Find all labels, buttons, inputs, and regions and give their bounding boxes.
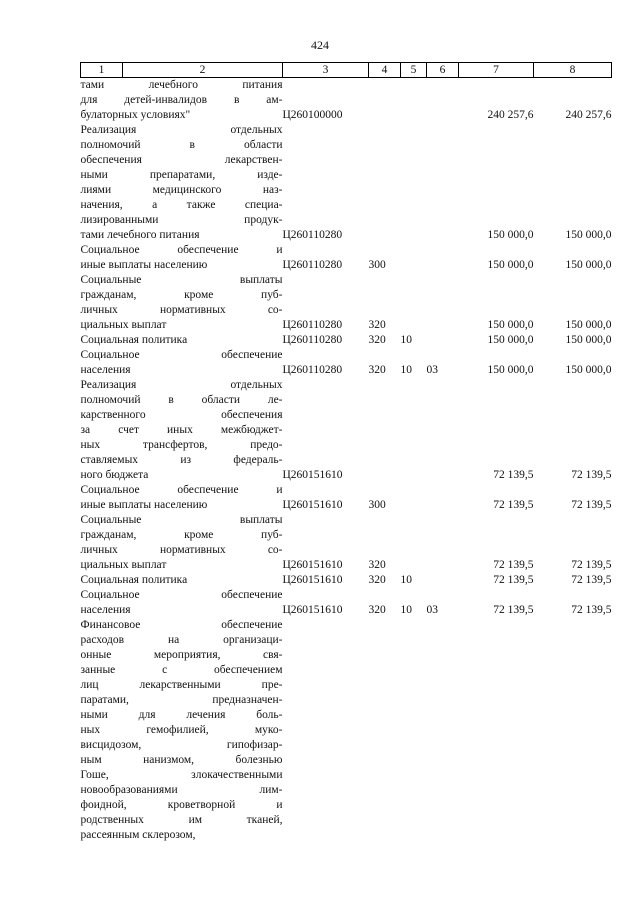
row-col-6 bbox=[427, 513, 459, 573]
row-amount-7: 72 139,5 bbox=[493, 574, 534, 586]
row-name-line: Социальные выплаты bbox=[80, 514, 283, 526]
table-row bbox=[81, 348, 612, 378]
row-name-line: ных гемофилией, муко- bbox=[80, 724, 283, 736]
row-col-4: 320 bbox=[368, 364, 386, 376]
row-col-4: 300 bbox=[368, 499, 386, 511]
row-name-line: лиц лекарственными пре- bbox=[80, 679, 283, 691]
row-name-line: Реализация отдельных bbox=[80, 379, 283, 391]
row-name-line: гражданам, кроме пуб- bbox=[80, 529, 283, 541]
row-col-6 bbox=[427, 573, 459, 588]
row-name-line: Реализация отдельных bbox=[80, 124, 283, 136]
row-name-line: занные с обеспечением bbox=[80, 664, 283, 676]
row-col-5 bbox=[401, 243, 427, 273]
row-col-5: 10 bbox=[400, 604, 412, 616]
row-name-line: гражданам, кроме пуб- bbox=[80, 289, 283, 301]
row-col-5 bbox=[401, 483, 427, 513]
row-name-line: лиями медицинского наз- bbox=[80, 184, 283, 196]
row-name-line: циальных выплат bbox=[80, 559, 167, 571]
row-col-5: 10 bbox=[400, 364, 412, 376]
row-col-4: 300 bbox=[368, 259, 386, 271]
row-name-line: паратами, предназначен- bbox=[80, 694, 283, 706]
row-amount-8: 150 000,0 bbox=[565, 229, 612, 241]
row-code: Ц260110280 bbox=[282, 334, 343, 346]
table-row bbox=[81, 513, 612, 573]
row-code: Ц260110280 bbox=[282, 229, 343, 241]
row-amount-7: 150 000,0 bbox=[487, 319, 534, 331]
row-amount-8: 150 000,0 bbox=[565, 319, 612, 331]
table-row bbox=[81, 618, 612, 843]
row-amount-7: 150 000,0 bbox=[487, 334, 534, 346]
row-col-5: 10 bbox=[400, 334, 412, 346]
row-col-6 bbox=[427, 618, 459, 843]
column-header-1: 1 bbox=[81, 63, 123, 78]
row-amount-8: 150 000,0 bbox=[565, 259, 612, 271]
row-name-line: рассеянным склерозом, bbox=[80, 829, 196, 841]
row-name bbox=[81, 573, 283, 588]
row-code: Ц260110280 bbox=[282, 319, 343, 331]
budget-table bbox=[80, 62, 612, 843]
row-name-line: для детей-инвалидов в ам- bbox=[80, 94, 283, 106]
row-name bbox=[81, 243, 283, 273]
row-col-6 bbox=[427, 273, 459, 333]
table-row bbox=[81, 588, 612, 618]
row-col-4: 320 bbox=[368, 604, 386, 616]
row-col-6 bbox=[427, 333, 459, 348]
row-code: Ц260151610 bbox=[282, 574, 343, 586]
row-col-6 bbox=[427, 78, 459, 124]
row-name-line: ного бюджета bbox=[80, 469, 149, 481]
column-header-4: 4 bbox=[369, 63, 401, 78]
row-code: Ц260151610 bbox=[282, 499, 343, 511]
table-row bbox=[81, 123, 612, 243]
row-amount-7: 72 139,5 bbox=[493, 469, 534, 481]
row-amount-8 bbox=[534, 618, 612, 843]
row-code bbox=[283, 618, 369, 843]
column-header-3: 3 bbox=[283, 63, 369, 78]
row-col-4: 320 bbox=[368, 574, 386, 586]
row-amount-8: 72 139,5 bbox=[571, 559, 612, 571]
row-name-line: иные выплаты населению bbox=[80, 499, 208, 511]
row-amount-7: 72 139,5 bbox=[493, 559, 534, 571]
column-header-7: 7 bbox=[459, 63, 534, 78]
row-col-6: 03 bbox=[426, 604, 438, 616]
row-name bbox=[81, 78, 283, 124]
row-name-line: Финансовое обеспечение bbox=[80, 619, 283, 631]
row-code: Ц260151610 bbox=[282, 604, 343, 616]
row-amount-8: 72 139,5 bbox=[571, 604, 612, 616]
row-amount-7: 150 000,0 bbox=[487, 259, 534, 271]
row-name-line: за счет иных межбюджет- bbox=[80, 424, 283, 436]
row-col-4 bbox=[369, 618, 401, 843]
row-col-5 bbox=[401, 78, 427, 124]
row-name-line: Социальное обеспечение bbox=[80, 589, 283, 601]
row-name bbox=[81, 513, 283, 573]
row-name-line: иные выплаты населению bbox=[80, 259, 208, 271]
row-amount-7: 72 139,5 bbox=[493, 499, 534, 511]
row-name-line: Социальное обеспечение и bbox=[80, 244, 283, 256]
row-amount-7 bbox=[459, 618, 534, 843]
row-col-5: 10 bbox=[400, 574, 412, 586]
row-code: Ц260110280 bbox=[282, 364, 343, 376]
row-col-5 bbox=[401, 123, 427, 243]
row-col-6 bbox=[427, 378, 459, 483]
row-amount-8: 72 139,5 bbox=[571, 574, 612, 586]
row-name-line: лизированными продук- bbox=[80, 214, 283, 226]
row-col-6: 03 bbox=[426, 364, 438, 376]
row-amount-7: 240 257,6 bbox=[487, 109, 534, 121]
row-col-4: 320 bbox=[368, 334, 386, 346]
row-name-line: ными для лечения боль- bbox=[80, 709, 283, 721]
row-name-line: населения bbox=[80, 604, 131, 616]
table-row bbox=[81, 243, 612, 273]
row-name bbox=[81, 348, 283, 378]
row-amount-7: 72 139,5 bbox=[493, 604, 534, 616]
row-col-4 bbox=[369, 78, 401, 124]
row-name bbox=[81, 273, 283, 333]
row-col-4: 320 bbox=[368, 559, 386, 571]
row-col-6 bbox=[427, 123, 459, 243]
column-header-2: 2 bbox=[123, 63, 283, 78]
table-row bbox=[81, 573, 612, 588]
row-code: Ц260151610 bbox=[282, 469, 343, 481]
row-name-line: тами лечебного питания bbox=[80, 229, 200, 241]
row-name-line: Социальное обеспечение и bbox=[80, 484, 283, 496]
table-row bbox=[81, 78, 612, 124]
table-row bbox=[81, 333, 612, 348]
row-name-line: онные мероприятия, свя- bbox=[80, 649, 283, 661]
row-name bbox=[81, 618, 283, 843]
table-body bbox=[81, 78, 612, 844]
column-header-5: 5 bbox=[401, 63, 427, 78]
row-name-line: Социальное обеспечение bbox=[80, 349, 283, 361]
row-amount-8: 240 257,6 bbox=[565, 109, 612, 121]
row-amount-8: 72 139,5 bbox=[571, 469, 612, 481]
row-name-line: карственного обеспечения bbox=[80, 409, 283, 421]
row-name-line: Социальная политика bbox=[80, 574, 188, 586]
row-name-line: Социальная политика bbox=[80, 334, 188, 346]
column-header-6: 6 bbox=[427, 63, 459, 78]
row-name-line: ставляемых из федераль- bbox=[80, 454, 283, 466]
row-amount-8: 150 000,0 bbox=[565, 364, 612, 376]
row-name bbox=[81, 378, 283, 483]
row-name-line: циальных выплат bbox=[80, 319, 167, 331]
row-col-6 bbox=[427, 483, 459, 513]
row-col-5 bbox=[401, 273, 427, 333]
row-code: Ц260110280 bbox=[282, 259, 343, 271]
row-amount-8: 150 000,0 bbox=[565, 334, 612, 346]
row-col-6 bbox=[427, 243, 459, 273]
table-row bbox=[81, 273, 612, 333]
row-name-line: расходов на организаци- bbox=[80, 634, 283, 646]
column-header-8: 8 bbox=[534, 63, 612, 78]
row-name-line: ным нанизмом, болезнью bbox=[80, 754, 283, 766]
table-row bbox=[81, 378, 612, 483]
row-name-line: личных нормативных со- bbox=[80, 544, 283, 556]
row-name-line: полномочий в области bbox=[80, 139, 283, 151]
row-name bbox=[81, 483, 283, 513]
row-name-line: фоидной, кроветворной и bbox=[80, 799, 283, 811]
row-amount-7: 150 000,0 bbox=[487, 229, 534, 241]
table-header-row bbox=[81, 63, 612, 78]
row-col-4 bbox=[369, 123, 401, 243]
row-name-line: новообразованиями лим- bbox=[80, 784, 283, 796]
row-amount-7: 150 000,0 bbox=[487, 364, 534, 376]
row-code: Ц260151610 bbox=[282, 559, 343, 571]
row-name-line: ными препаратами, изде- bbox=[80, 169, 283, 181]
row-name-line: булаторных условиях" bbox=[80, 109, 191, 121]
row-name-line: личных нормативных со- bbox=[80, 304, 283, 316]
row-name-line: начения, а также специа- bbox=[80, 199, 283, 211]
row-name bbox=[81, 123, 283, 243]
row-col-5 bbox=[401, 378, 427, 483]
row-name-line: висцидозом, гипофизар- bbox=[80, 739, 283, 751]
row-name-line: ных трансфертов, предо- bbox=[80, 439, 283, 451]
row-name bbox=[81, 588, 283, 618]
row-name-line: обеспечения лекарствен- bbox=[80, 154, 283, 166]
row-name-line: Социальные выплаты bbox=[80, 274, 283, 286]
page-number: 424 bbox=[311, 38, 329, 52]
row-amount-8: 72 139,5 bbox=[571, 499, 612, 511]
table-row bbox=[81, 483, 612, 513]
row-name-line: полномочий в области ле- bbox=[80, 394, 283, 406]
row-col-4 bbox=[369, 378, 401, 483]
row-col-5 bbox=[401, 618, 427, 843]
row-name-line: тами лечебного питания bbox=[80, 79, 283, 91]
row-name bbox=[81, 333, 283, 348]
row-code: Ц260100000 bbox=[282, 109, 343, 121]
row-col-5 bbox=[401, 513, 427, 573]
row-name-line: Гоше, злокачественными bbox=[80, 769, 283, 781]
row-name-line: населения bbox=[80, 364, 131, 376]
row-name-line: родственных им тканей, bbox=[80, 814, 283, 826]
row-col-4: 320 bbox=[368, 319, 386, 331]
